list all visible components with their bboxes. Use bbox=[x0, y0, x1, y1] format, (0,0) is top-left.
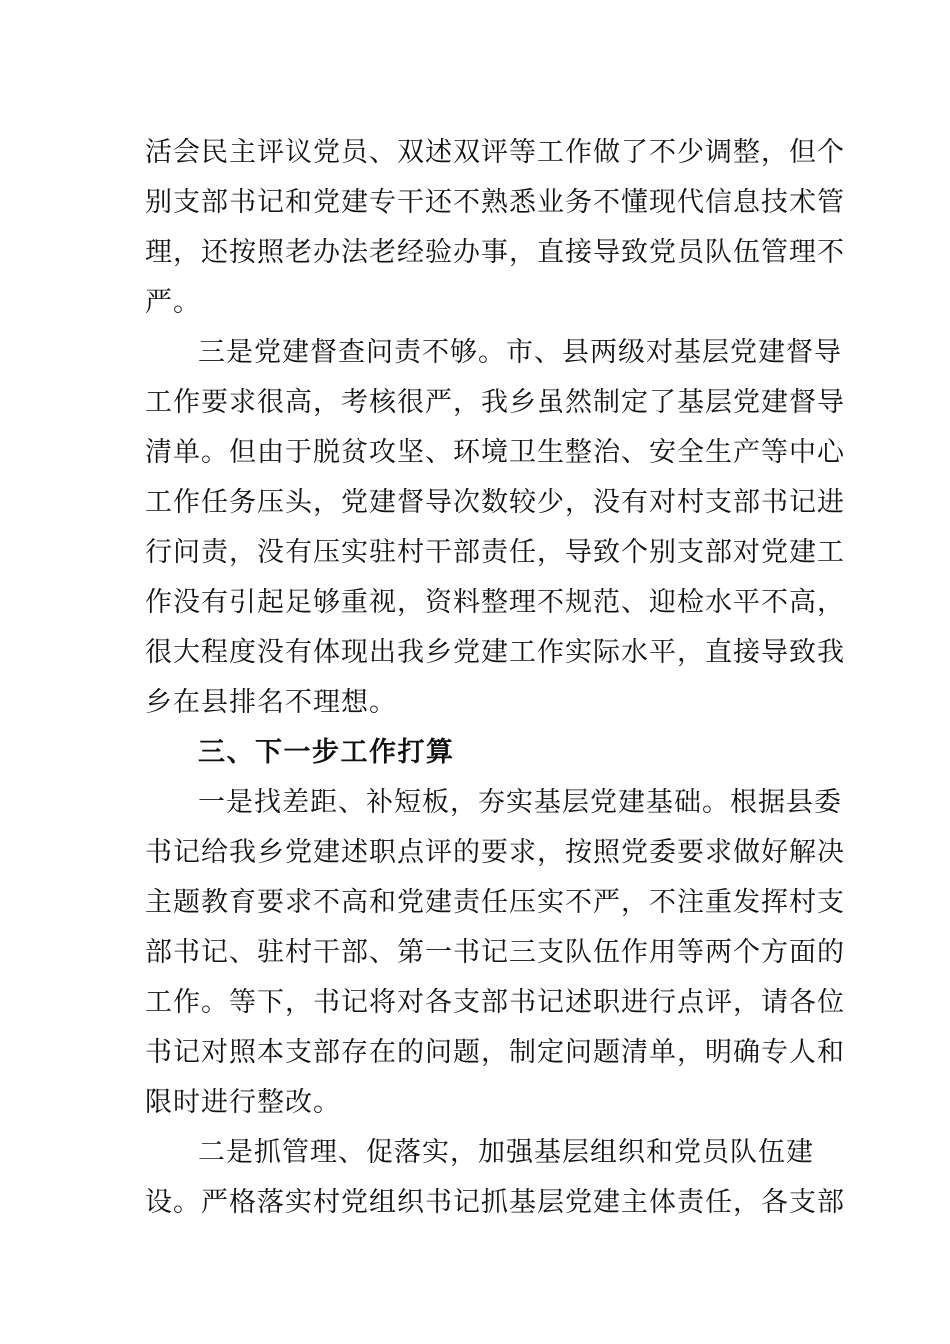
text-line: 清单。但由于脱贫攻坚、环境卫生整治、安全生产等中心 bbox=[145, 437, 845, 468]
text-line: 主题教育要求不高和党建责任压实不严，不注重发挥村支 bbox=[145, 887, 845, 918]
text-line: 书记给我乡党建述职点评的要求，按照党委要求做好解决 bbox=[145, 837, 845, 868]
text-line: 工作要求很高，考核很严，我乡虽然制定了基层党建督导 bbox=[145, 387, 845, 418]
section-heading: 三、下一步工作打算 bbox=[198, 737, 455, 768]
text-line: 工作任务压头，党建督导次数较少，没有对村支部书记进 bbox=[145, 487, 845, 518]
text-line: 设。严格落实村党组织书记抓基层党建主体责任，各支部 bbox=[145, 1187, 845, 1218]
text-line: 严。 bbox=[145, 287, 201, 318]
text-line: 工作。等下，书记将对各支部书记述职进行点评，请各位 bbox=[145, 987, 845, 1018]
paragraph-first-line: 二是抓管理、促落实，加强基层组织和党员队伍建 bbox=[198, 1137, 814, 1168]
text-line: 乡在县排名不理想。 bbox=[145, 687, 397, 718]
text-line: 活会民主评议党员、双述双评等工作做了不少调整，但个 bbox=[145, 137, 845, 168]
text-line: 很大程度没有体现出我乡党建工作实际水平，直接导致我 bbox=[145, 637, 845, 668]
text-line: 部书记、驻村干部、第一书记三支队伍作用等两个方面的 bbox=[145, 937, 845, 968]
text-line: 别支部书记和党建专干还不熟悉业务不懂现代信息技术管 bbox=[145, 187, 845, 218]
text-line: 书记对照本支部存在的问题，制定问题清单，明确专人和 bbox=[145, 1037, 845, 1068]
text-line: 限时进行整改。 bbox=[145, 1087, 341, 1118]
text-line: 理，还按照老办法老经验办事，直接导致党员队伍管理不 bbox=[145, 237, 845, 268]
paragraph-first-line: 三是党建督查问责不够。市、县两级对基层党建督导 bbox=[198, 337, 842, 368]
text-line: 作没有引起足够重视，资料整理不规范、迎检水平不高， bbox=[145, 587, 845, 618]
paragraph-first-line: 一是找差距、补短板，夯实基层党建基础。根据县委 bbox=[198, 787, 842, 818]
text-line: 行问责，没有压实驻村干部责任，导致个别支部对党建工 bbox=[145, 537, 845, 568]
